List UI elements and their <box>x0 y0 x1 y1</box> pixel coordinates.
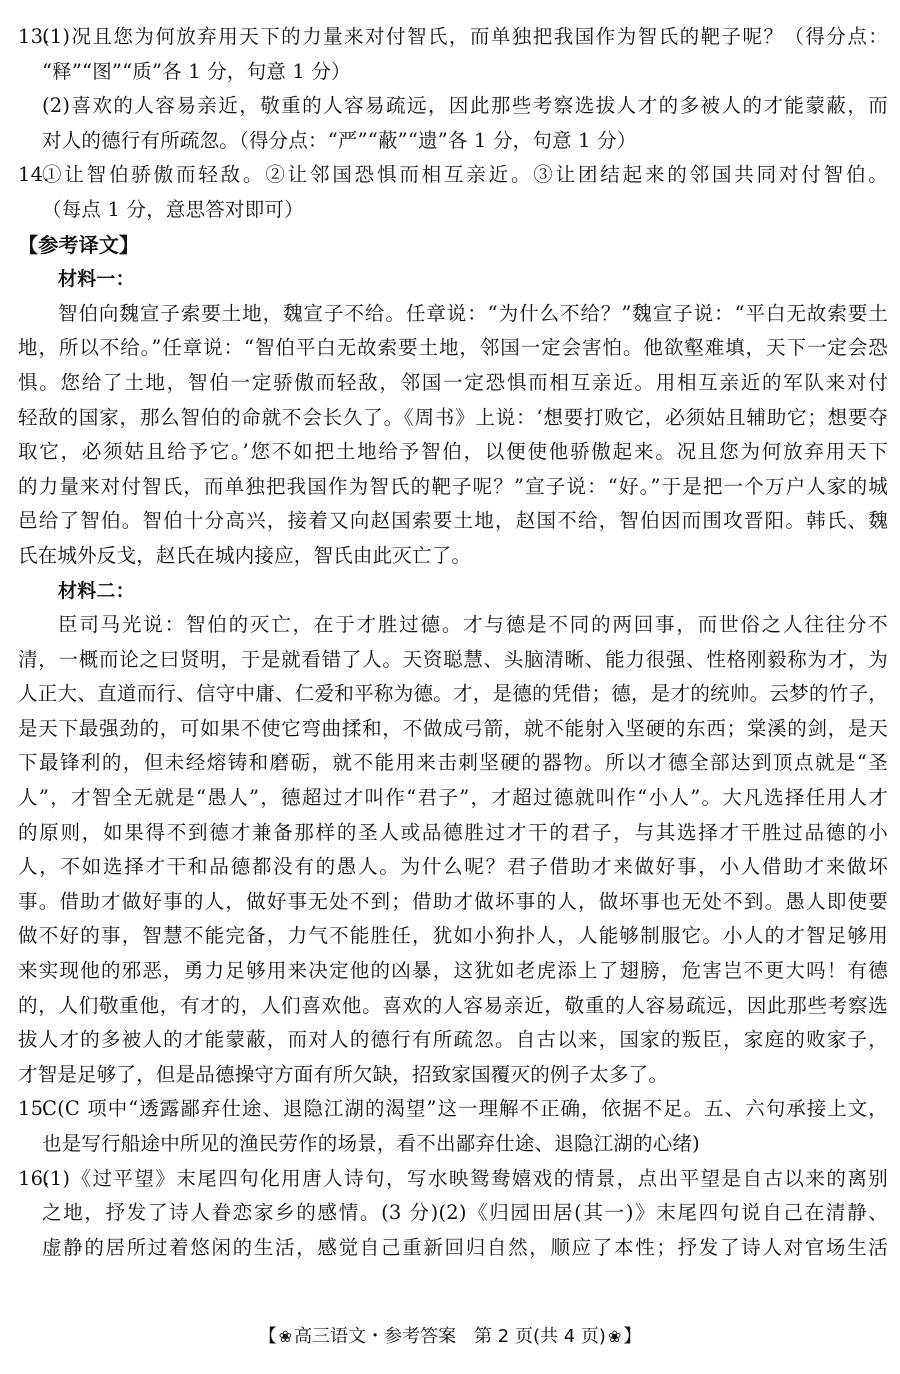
question-14 <box>18 158 888 227</box>
text-line: 智伯向魏宣子索要土地，魏宣子不给。任章说：“为什么不给？”魏宣子说：“平白无故索要土 <box>58 301 888 325</box>
question-number: 15. <box>18 1097 50 1121</box>
material-2-text <box>18 608 888 1092</box>
text-line: 轻敌的国家，那么智伯的命就不会长久了。《周书》上说：‘想要打败它，必须姑且辅助它；想要夺 <box>18 405 888 429</box>
question-15 <box>18 1092 888 1161</box>
material-1-title: 材料一： <box>58 268 135 291</box>
footer-text: 高三语文・参考答案 第 2 页(共 4 页) <box>294 1326 606 1347</box>
material-1-text <box>18 297 888 574</box>
text-line: 是天下最强劲的，可如果不使它弯曲揉和，不做成弓箭，就不能射入坚硬的东西；棠溪的剑，是天 <box>18 716 888 740</box>
text-line: 来实现他的邪恶，勇力足够用来决定他的凶暴，这犹如老虎添上了翅膀，危害岂不更大吗！有德 <box>18 959 888 983</box>
text-line: 取它，必须姑且给予它。’您不如把土地给予智伯，以便使他骄傲起来。况且您为何放弃用天下 <box>18 440 888 464</box>
text-line: 氏在城外反戈，赵氏在城内接应，智氏由此灭亡了。 <box>18 543 472 567</box>
flower-icon: ❀ <box>607 1327 622 1346</box>
answer-line: 之地，抒发了诗人眷恋家乡的感情。(3 分)(2)《归园田居(其一)》末尾四句说自己在清静、 <box>42 1201 888 1225</box>
answer-line: C(C 项中“透露鄙弃仕途、退隐江湖的渴望”这一理解不正确，依据不足。五、六句承接上文， <box>42 1097 888 1121</box>
flower-icon: ❀ <box>278 1327 293 1346</box>
page-footer <box>0 1322 900 1348</box>
text-line: 人”，才智全无就是“愚人”，德超过才叫作“君子”，才超过德就叫作“小人”。大凡选择任用人才 <box>18 786 888 810</box>
question-number: 13. <box>18 25 50 48</box>
text-line: 的力量来对付智氏，而单独把我国作为智氏的靶子呢？”宣子说：“好。”于是把一个万户人家的城 <box>18 474 888 498</box>
answer-line: ①让智伯骄傲而轻敌。②让邻国恐惧而相互亲近。③让团结起来的邻国共同对付智伯。 <box>42 163 888 187</box>
text-line: 地，所以不给。”任章说：“智伯平白无故索要土地，邻国一定会害怕。他欲壑难填，天下一定会恐 <box>18 336 888 360</box>
text-line: 事。借助才做好事的人，做好事无处不到；借助才做坏事的人，做坏事也无处不到。愚人即使要 <box>18 889 888 913</box>
text-line: 下最锋利的，但未经熔铸和磨砺，就不能用来击刺坚硬的器物。所以才德全部达到顶点就是“圣 <box>18 751 888 775</box>
text-line: 才智是足够了，但是品德操守方面有所欠缺，招致家国覆灭的例子太多了。 <box>18 1062 669 1086</box>
answer-line: (1)况且您为何放弃用天下的力量来对付智氏，而单独把我国作为智氏的靶子呢？（得分点： <box>42 25 888 48</box>
answer-line: (1)《过平望》末尾四句化用唐人诗句，写水映鸳鸯嬉戏的情景，点出平望是自古以来的离别 <box>42 1166 888 1190</box>
text-line: 人，不如选择才干和品德都没有的愚人。为什么呢？君子借助才来做好事，小人借助才来做坏 <box>18 855 888 879</box>
text-line: 做不好的事，智慧不能完备，力气不能胜任，犹如小狗扑人，人能够制服它。小人的才智足够用 <box>18 924 888 948</box>
reference-translation-heading: 【参考译文】 <box>18 232 140 257</box>
text-line: 惧。您给了土地，智伯一定骄傲而轻敌，邻国一定恐惧而相互亲近。用相互亲近的军队来对付 <box>18 370 888 394</box>
answer-line: 虚静的居所过着悠闲的生活，感觉自己重新回归自然，顺应了本性；抒发了诗人对官场生活 <box>42 1235 888 1259</box>
text-line: 人正大、直道而行、信守中庸、仁爱和平称为德。才，是德的凭借；德，是才的统帅。云梦的竹子， <box>18 682 888 706</box>
question-13 <box>18 20 888 158</box>
question-16 <box>18 1162 888 1266</box>
text-line: 拔人才的多被人的才能蒙蔽，而对人的德行有所疏忽。自古以来，国家的叛臣，家庭的败家子， <box>18 1028 888 1052</box>
text-line: 清，一概而论之曰贤明，于是就看错了人。天资聪慧、头脑清晰、能力很强、性格刚毅称为才，为 <box>18 647 888 671</box>
text-line: 臣司马光说：智伯的灭亡，在于才胜过德。才与德是不同的两回事，而世俗之人往往分不 <box>58 613 888 637</box>
answer-line: （每点 1 分，意思答对即可） <box>42 197 304 221</box>
answer-page <box>18 20 888 1265</box>
question-number: 14. <box>18 163 50 187</box>
footer-bracket-left: 【 <box>258 1326 277 1347</box>
text-line: 的，人们敬重他，有才的，人们喜欢他。喜欢的人容易亲近，敬重的人容易疏远，因此那些考察选 <box>18 993 888 1017</box>
text-line: 邑给了智伯。智伯十分高兴，接着又向赵国索要土地，赵国不给，智伯因而围攻晋阳。韩氏、魏 <box>18 509 888 533</box>
answer-line: 也是写行船途中所见的渔民劳作的场景，看不出鄙弃仕途、退隐江湖的心绪) <box>42 1132 700 1155</box>
answer-line: 对人的德行有所疏忽。（得分点：“严”“蔽”“遗”各 1 分，句意 1 分） <box>42 128 637 152</box>
answer-line: (2)喜欢的人容易亲近，敬重的人容易疏远，因此那些考察选拔人才的多被人的才能蒙蔽，而 <box>42 94 888 118</box>
footer-bracket-right: 】 <box>623 1326 642 1347</box>
question-number: 16. <box>18 1166 50 1190</box>
material-2-title: 材料二： <box>58 579 135 602</box>
text-line: 的原则，如果得不到德才兼备那样的圣人或品德胜过才干的君子，与其选择才干胜过品德的小 <box>18 820 888 844</box>
answer-line: “释”“图”“质”各 1 分，句意 1 分） <box>42 59 351 83</box>
